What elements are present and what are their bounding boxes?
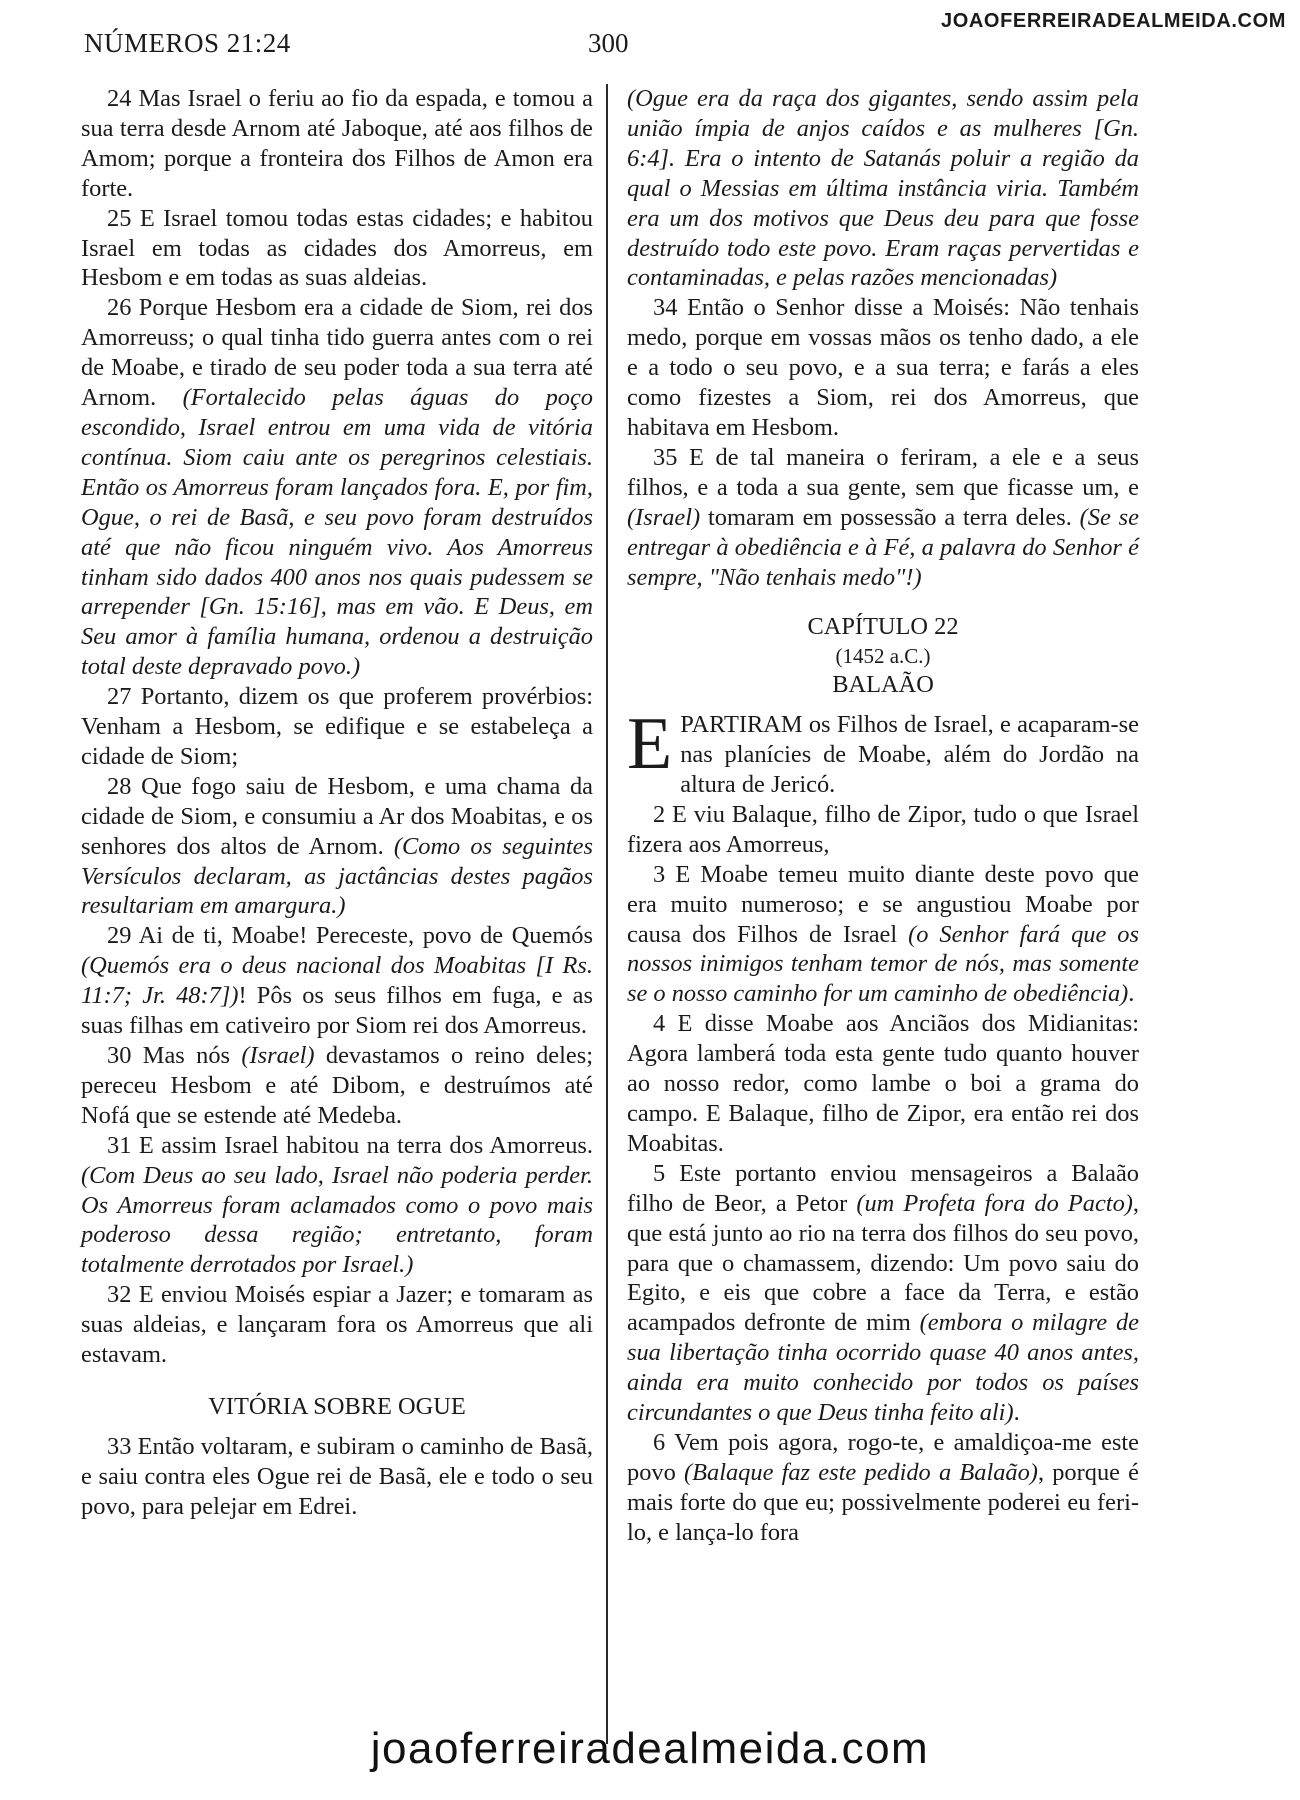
verse-28-text: 28 Que fogo saiu de Hesbom, e uma chama da cidade de Siom, e consumiu a Ar dos Moabitas, e os senhores dos altos de Arnom. (81, 772, 593, 860)
verse-32: 32 E enviou Moisés espiar a Jazer; e tomaram as suas aldeias, e lançaram fora os Amorreus que ali estavam. (81, 1281, 593, 1369)
verse-29 (81, 921, 593, 1041)
header-website: JOAOFERREIRADEALMEIDA.COM (940, 10, 1286, 32)
verse-35-commentary-a: (Israel) (627, 503, 701, 531)
verse-6-commentary: (Balaque faz este pedido a Balaão) (683, 1458, 1038, 1486)
verse-5-commentary-a: (um Profeta fora do Pacto) (856, 1189, 1133, 1217)
verse-6-text-b: , porque é mais forte do que eu; possivelmente poderei eu feri-lo, e lança-lo fora (627, 1458, 1139, 1546)
verse-34: 34 Então o Senhor disse a Moisés: Não tenhais medo, porque em vossas mãos os tenho dado, a ele e a todo o seu povo, e a sua terra; e farás a eles como fizestes a Siom, rei dos Amorreus, que habitava em Hesbom. (627, 294, 1139, 441)
right-column (627, 84, 1139, 1548)
chapter-title: BALAÃO (832, 671, 934, 699)
verse-5-commentary-b: (embora o milagre de sua libertação tinha ocorrido quase 40 anos antes, ainda era muito conhecido por todos os países circundantes o que Deus tinha feito ali) (627, 1309, 1139, 1427)
verse-26 (81, 293, 593, 682)
verse-31-text: 31 E assim Israel habitou na terra dos Amorreus. (107, 1131, 593, 1159)
verse-5 (627, 1159, 1139, 1428)
verse-28-commentary: (Como os seguintes Versículos declaram, as jactâncias destes pagãos resultariam em amargura.) (81, 832, 593, 920)
column-divider (606, 84, 608, 1744)
verse-3-commentary: (o Senhor fará que os nossos inimigos tenham temor de nós, mas somente se o nosso caminho for um caminho de obediência) (627, 920, 1139, 1008)
verse-29-text-a: 29 Ai de ti, Moabe! Pereceste, povo de Quemós (107, 922, 593, 950)
verse-30-text-a: 30 Mas nós (107, 1042, 242, 1069)
verse-35 (627, 443, 1139, 593)
left-column (81, 84, 593, 1522)
commentary-continuation: (Ogue era da raça dos gigantes, sendo assim pela união ímpia de anjos caídos e as mulheres [Gn. 6:4]. Era o intento de Satanás poluir a região da qual o Messias em última instância viria. Também era um dos motivos que Deus deu para que fosse destruído todo este povo. Eram raças pervertidas e contaminadas, e pelas razões mencionadas) (627, 85, 1139, 292)
section-heading: VITÓRIA SOBRE OGUE (208, 1392, 466, 1420)
verse-29-text-b: ! Pôs os seus filhos em fuga, e as suas filhas em cativeiro por Siom rei dos Amorreus. (81, 982, 593, 1040)
verse-26-commentary: (Fortalecido pelas águas do poço escondido, Israel entrou em uma vida de vitória contínua. Siom caiu ante os peregrinos celestiais. Então os Amorreus foram lançados fora. E, por fim, Ogue, o rei de Basã, e seu povo foram destruídos até que não ficou ninguém vivo. Aos Amorreus tinham sido dados 400 anos nos quais pudessem se arrepender [Gn. 15:16], mas em vão. E Deus, em Seu amor à família humana, ordenou a destruição total deste depravado povo.) (81, 384, 593, 681)
verse-30-commentary: (Israel) (241, 1042, 315, 1069)
verse-35-text-a: 35 E de tal maneira o feriram, a ele e a seus filhos, e a toda a sua gente, sem que ficasse um, e (627, 443, 1139, 501)
verse-28 (81, 772, 593, 922)
running-head: NÚMEROS 21:24 (84, 28, 291, 58)
page-number: 300 (588, 28, 629, 58)
verse-5-end: . (1013, 1399, 1020, 1427)
verse-35-text-b: tomaram em possessão a terra deles. (700, 503, 1080, 531)
verse-1-text: PARTIRAM os Filhos de Israel, e acaparam-se nas planícies de Moabe, além do Jordão na altura de Jericó. (680, 711, 1139, 799)
drop-cap: E (627, 703, 673, 786)
verse-26-text: 26 Porque Hesbom era a cidade de Siom, rei dos Amorreuss; o qual tinha tido guerra antes com o rei de Moabe, e tirado de seu poder toda a sua terra até Arnom. (81, 294, 593, 412)
verse-31 (81, 1131, 593, 1281)
verse-30 (81, 1041, 593, 1131)
verse-25: 25 E Israel tomou todas estas cidades; e habitou Israel em todas as cidades dos Amorreus, em Hesbom e em todas as suas aldeias. (81, 204, 593, 292)
verse-5-text-b: , que está junto ao rio na terra dos filhos do seu povo, para que o chamassem, dizendo: Um povo saiu do Egito, e eis que cobre a face da Terra, e estão acampados defronte de mim (627, 1189, 1140, 1337)
verse-1 (627, 703, 1139, 800)
verse-3-end: . (1128, 980, 1135, 1008)
verse-2: 2 E viu Balaque, filho de Zipor, tudo o que Israel fizera aos Amorreus, (627, 800, 1139, 858)
verse-6-text-a: 6 Vem pois agora, rogo-te, e amaldiçoa-me este povo (627, 1428, 1139, 1486)
footer-website: joaoferreiradealmeida.com (370, 1724, 930, 1773)
verse-29-commentary: (Quemós era o deus nacional dos Moabitas [I Rs. 11:7; Jr. 48:7]) (81, 952, 593, 1010)
verse-35-commentary-b: (Se se entregar à obediência e à Fé, a palavra do Senhor é sempre, "Não tenhais medo"!) (627, 503, 1140, 591)
verse-6 (627, 1428, 1139, 1548)
chapter-date: (1452 a.C.) (835, 644, 931, 669)
verse-24: 24 Mas Israel o feriu ao fio da espada, e tomou a sua terra desde Arnom até Jaboque, até aos filhos de Amom; porque a fronteira dos Filhos de Amon era forte. (81, 85, 593, 202)
chapter-heading: CAPÍTULO 22 (807, 613, 959, 641)
verse-5-text-a: 5 Este portanto enviou mensageiros a Balaão filho de Beor, a Petor (627, 1159, 1139, 1217)
verse-33: 33 Então voltaram, e subiram o caminho de Basã, e saiu contra eles Ogue rei de Basã, ele e todo o seu povo, para pelejar em Edrei. (81, 1432, 593, 1520)
verse-4: 4 E disse Moabe aos Anciãos dos Midianitas: Agora lamberá toda esta gente tudo quanto houver ao nosso redor, como lambe o boi a grama do campo. E Balaque, filho de Zipor, era então rei dos Moabitas. (627, 1010, 1139, 1157)
verse-3 (627, 860, 1139, 1010)
verse-30-text-b: devastamos o reino deles; pereceu Hesbom e até Dibom, e destruímos até Nofá que se estende até Medeba. (81, 1042, 593, 1129)
verse-27: 27 Portanto, dizem os que proferem provérbios: Venham a Hesbom, se edifique e se estabeleça a cidade de Siom; (81, 683, 593, 770)
verse-31-commentary: (Com Deus ao seu lado, Israel não poderia perder. Os Amorreus foram aclamados como o povo mais poderoso dessa região; entretanto, foram totalmente derrotados por Israel.) (81, 1161, 593, 1279)
verse-3-text: 3 E Moabe temeu muito diante deste povo que era muito numeroso; e se angustiou Moabe por causa dos Filhos de Israel (627, 860, 1139, 948)
